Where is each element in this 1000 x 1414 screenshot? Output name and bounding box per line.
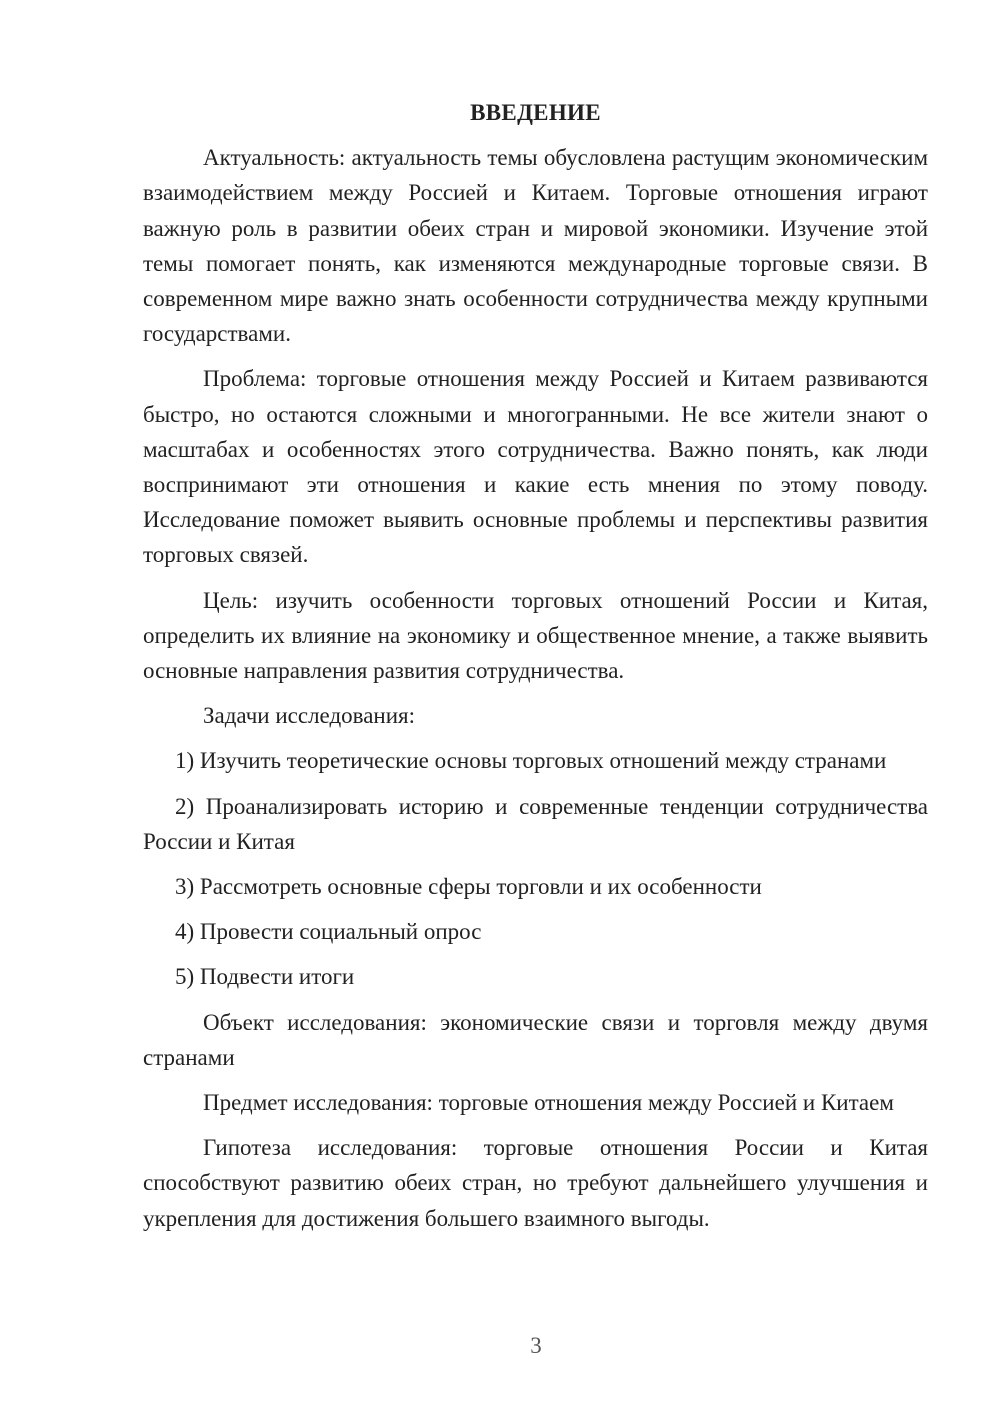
object-paragraph: Объект исследования: экономические связи и торговля между двумя странами [143, 1009, 928, 1070]
task-item-4: 4) Провести социальный опрос [175, 919, 482, 945]
task-item-1: 1) Изучить теоретические основы торговых отношений между странами [175, 748, 887, 774]
task-item-2: 2) Проанализировать историю и современные тенденции сотрудничества России и Китая [143, 793, 928, 854]
goal-paragraph: Цель: изучить особенности торговых отношений России и Китая, определить их влияние на экономику и общественное мнение, а также выявить основные направления развития сотрудничества. [143, 587, 928, 684]
subject-paragraph: Предмет исследования: торговые отношения между Россией и Китаем [203, 1090, 894, 1116]
hypothesis-paragraph: Гипотеза исследования: торговые отношения России и Китая способствуют развитию обеих стран, но требуют дальнейшего улучшения и укрепления для достижения большего взаимного выгоды. [143, 1135, 928, 1231]
task-item-3: 3) Рассмотреть основные сферы торговли и их особенности [175, 874, 762, 900]
tasks-title: Задачи исследования: [203, 703, 416, 729]
section-heading: ВВЕДЕНИЕ [470, 100, 601, 125]
problem-paragraph: Проблема: торговые отношения между Россией и Китаем развиваются быстро, но остаются сложными и многогранными. Не все жители знают о масштабах и особенностях этого сотрудничества. Важно понять, как люди воспринимают эти отношения и какие есть мнения по этому поводу. Исследование поможет выявить основные проблемы и перспективы развития торговых связей. [143, 366, 928, 568]
page-number: 3 [530, 1333, 542, 1358]
page-content [143, 95, 928, 1246]
relevance-paragraph: Актуальность: актуальность темы обусловлена растущим экономическим взаимодействием между Россией и Китаем. Торговые отношения играют важную роль в развитии обеих стран и мировой экономики. Изучение этой темы помогает понять, как изменяются международные торговые связи. В современном мире важно знать особенности сотрудничества между крупными государствами. [143, 145, 928, 347]
task-item-5: 5) Подвести итоги [175, 964, 355, 990]
